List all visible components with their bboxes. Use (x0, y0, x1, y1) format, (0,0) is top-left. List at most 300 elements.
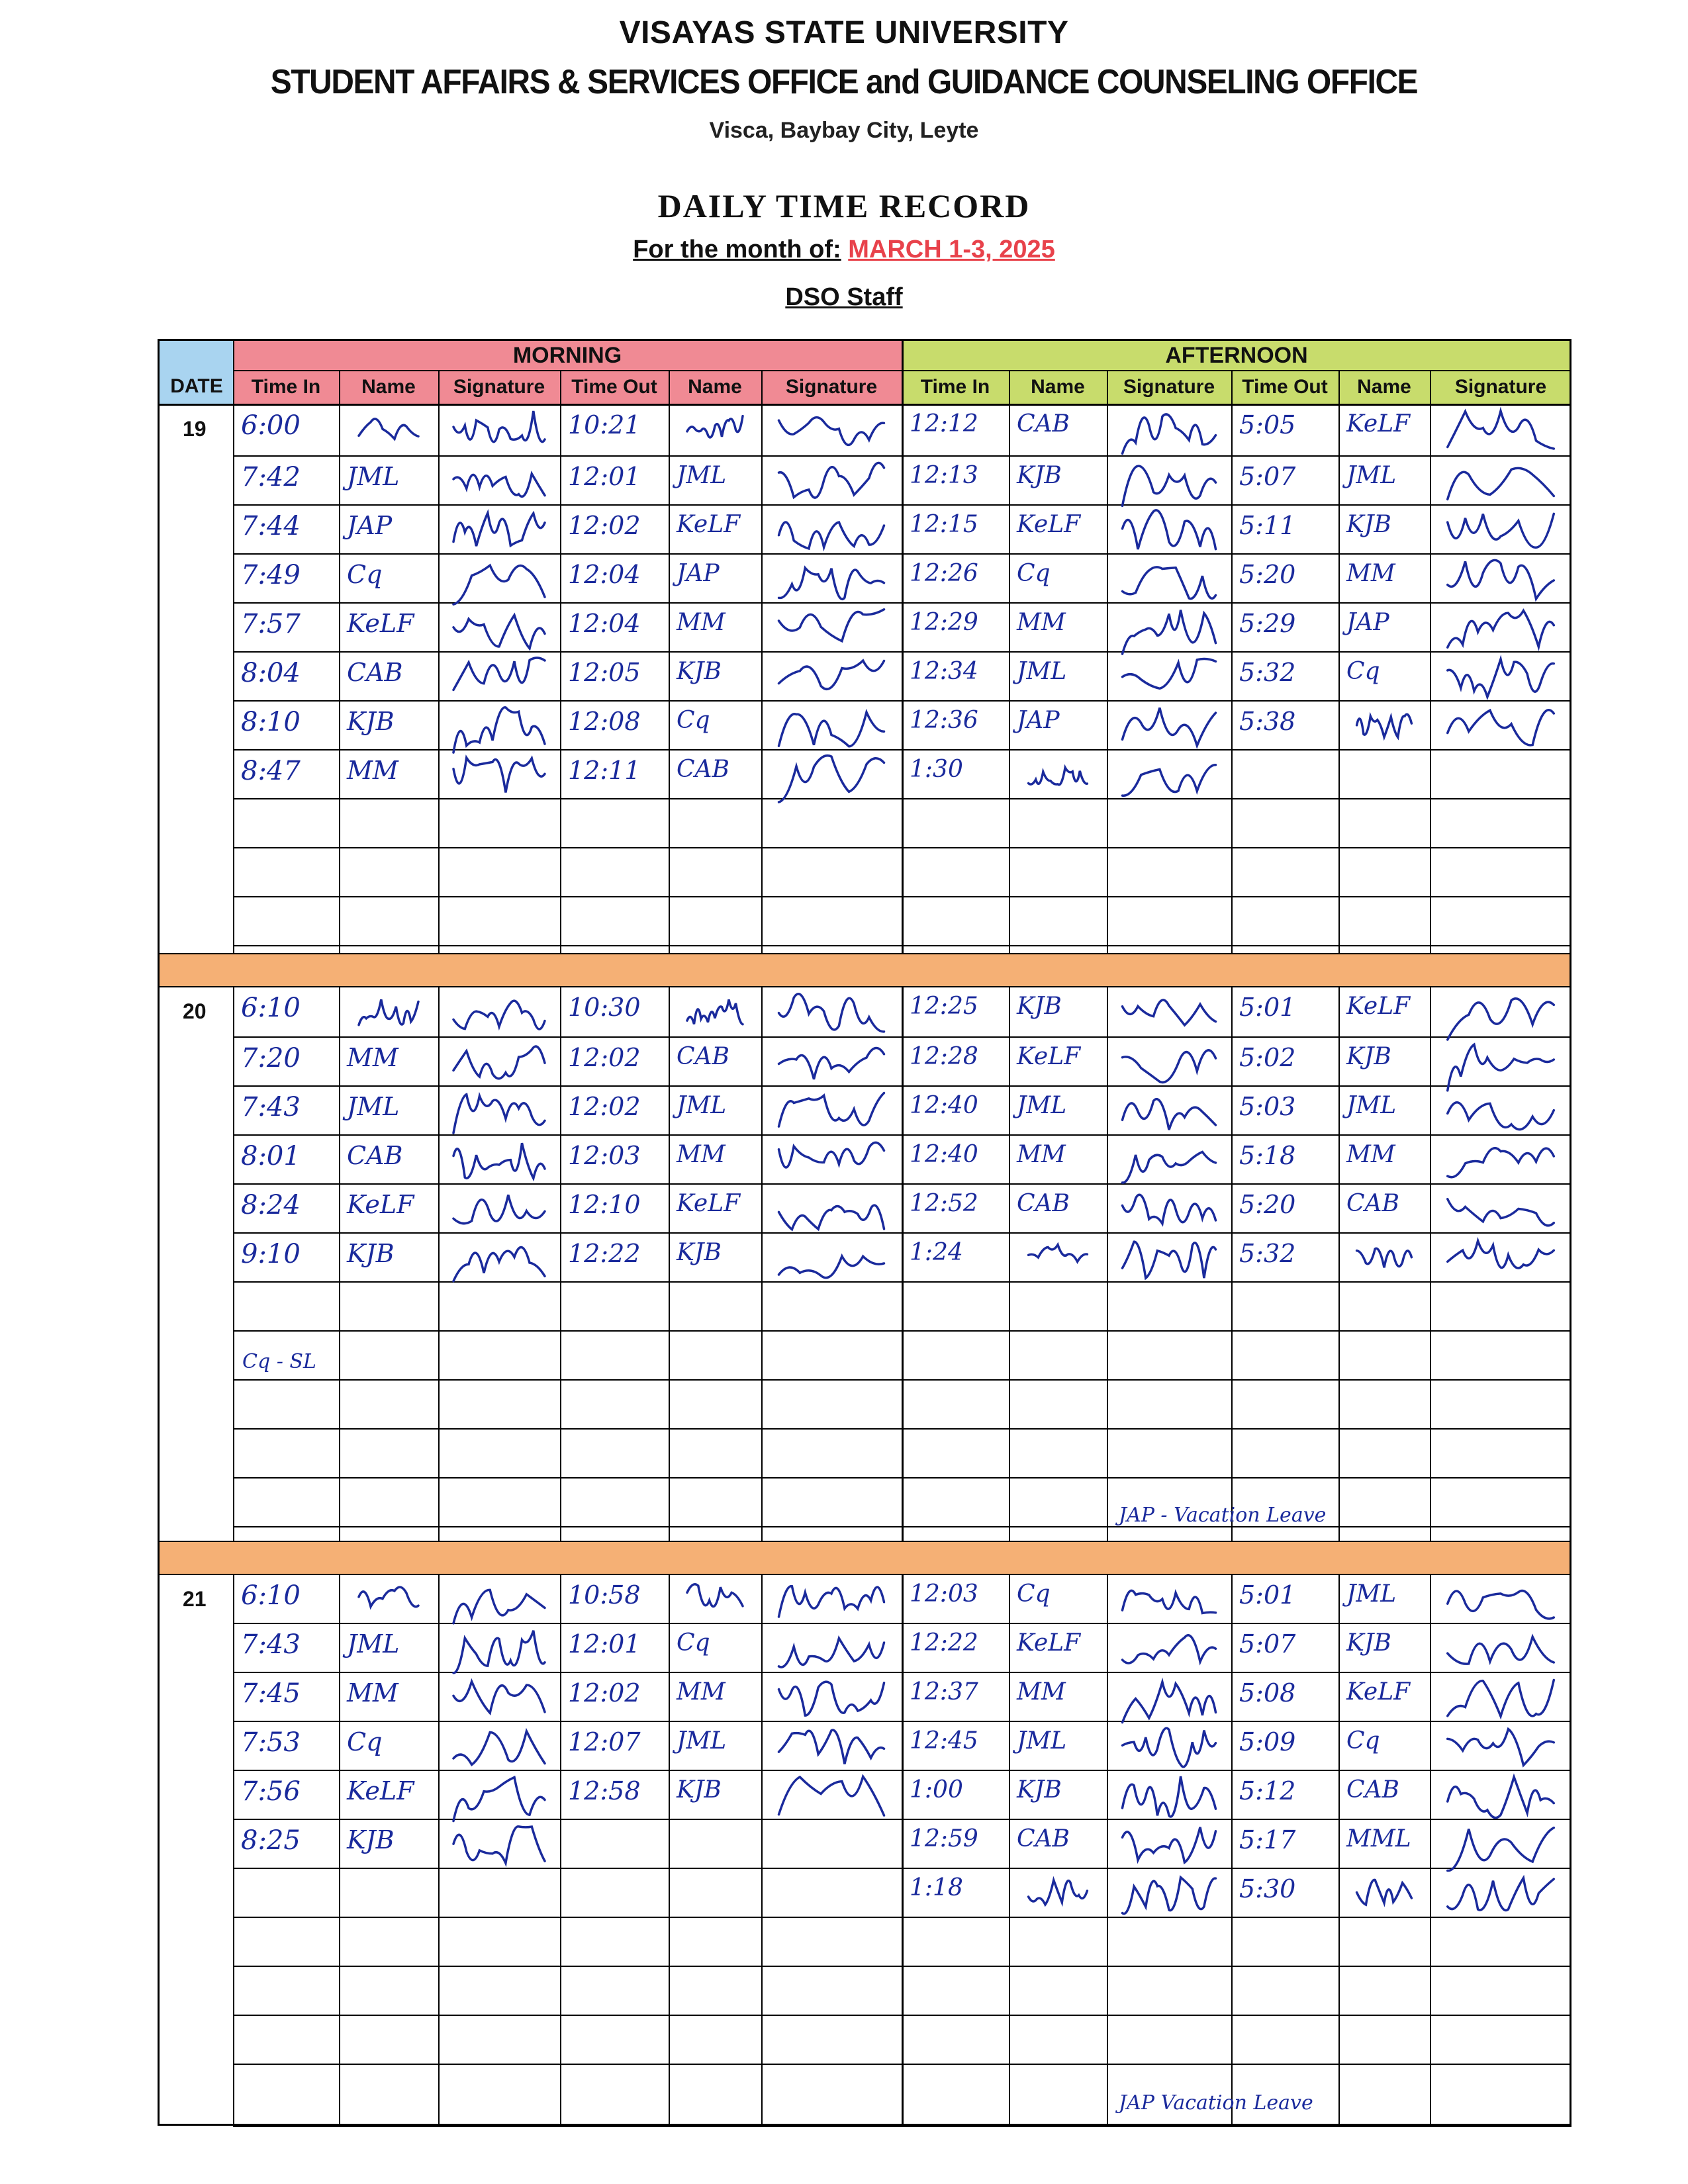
staff-initials: KJB (1017, 1776, 1062, 1803)
time-entry: 12:52 (910, 1190, 978, 1217)
signature-scribble (1448, 1591, 1554, 1619)
time-entry: 5:03 (1239, 1092, 1296, 1121)
signature-scribble (453, 1046, 545, 1079)
staff-initials: KJB (347, 1239, 395, 1268)
column-header-signature: Signature (1123, 376, 1215, 398)
time-entry: 5:20 (1239, 560, 1296, 589)
signature-scribble (1123, 1635, 1216, 1663)
signature-scribble (1123, 1195, 1216, 1224)
time-entry: 10:30 (568, 993, 641, 1022)
staff-initials: KeLF (1346, 410, 1411, 437)
morning-header: MORNING (512, 343, 622, 368)
column-line (339, 1574, 340, 2126)
time-entry: 5:18 (1239, 1141, 1296, 1170)
initials-scribble (1029, 1880, 1088, 1905)
separator-bottom-line (158, 986, 1571, 987)
signature-scribble (1448, 1103, 1554, 1130)
signature-scribble (1448, 468, 1554, 499)
signature-scribble (779, 1586, 884, 1617)
signature-scribble (453, 1195, 545, 1223)
staff-initials: MM (1346, 560, 1395, 587)
time-entry: 5:12 (1239, 1776, 1296, 1805)
signature-scribble (453, 758, 545, 793)
time-entry: 12:40 (910, 1092, 978, 1119)
time-entry: 12:37 (910, 1678, 978, 1706)
initials-scribble (687, 416, 743, 437)
column-header-name: Name (688, 376, 742, 398)
column-line (1430, 986, 1431, 1541)
column-line (1107, 986, 1108, 1541)
time-entry: 12:01 (568, 1629, 641, 1659)
column-line (1338, 986, 1340, 1541)
column-line (761, 1574, 763, 2126)
staff-initials: JML (677, 1727, 727, 1754)
initials-scribble (359, 419, 418, 439)
staff-initials: KJB (1346, 1043, 1391, 1070)
time-entry: 8:10 (241, 707, 301, 737)
column-header-time-in: Time In (251, 376, 321, 398)
staff-initials: JML (347, 1092, 400, 1121)
signature-scribble (1123, 1000, 1216, 1025)
staff-initials: JAP (1346, 609, 1389, 636)
afternoon-header: AFTERNOON (1165, 343, 1308, 368)
column-line (1430, 1574, 1431, 2126)
signature-scribble (779, 756, 884, 802)
staff-initials: JAP (677, 560, 720, 587)
staff-initials: KeLF (1017, 1043, 1081, 1070)
time-entry: 7:53 (241, 1727, 301, 1758)
signature-scribble (1123, 1099, 1216, 1130)
time-entry: 7:44 (241, 511, 301, 541)
staff-initials: KeLF (677, 1190, 741, 1217)
time-entry: 6:10 (241, 1580, 301, 1611)
time-entry: 5:05 (1239, 410, 1296, 439)
staff-initials: MM (347, 1678, 399, 1707)
time-entry: 12:13 (910, 462, 978, 489)
time-entry: 5:07 (1239, 462, 1296, 491)
column-header-name: Name (1031, 376, 1085, 398)
staff-initials: CAB (1017, 410, 1070, 437)
signature-scribble (453, 1001, 545, 1029)
staff-initials: Cq (677, 707, 710, 734)
month-line (0, 236, 1688, 264)
initials-scribble (687, 999, 743, 1024)
column-line (902, 1574, 904, 2126)
column-header-time-in: Time In (920, 376, 990, 398)
staff-initials: CAB (677, 1043, 729, 1070)
staff-initials: JML (347, 1629, 400, 1659)
signature-scribble (1123, 414, 1216, 453)
column-line (1338, 1574, 1340, 2126)
column-line (1231, 1574, 1233, 2126)
time-entry: 1:30 (910, 756, 963, 783)
time-entry: 8:24 (241, 1190, 301, 1220)
signature-scribble (453, 513, 545, 546)
time-entry: 12:02 (568, 511, 641, 540)
staff-initials: KeLF (347, 609, 414, 638)
staff-initials: Cq (1346, 658, 1380, 685)
staff-initials: CAB (1017, 1190, 1070, 1217)
signature-scribble (1123, 1682, 1216, 1723)
month-value: MARCH 1-3, 2025 (848, 236, 1055, 263)
signature-scribble (779, 994, 884, 1032)
initials-scribble (1357, 1880, 1412, 1905)
staff-initials: KeLF (1017, 1629, 1081, 1657)
time-entry: 5:08 (1239, 1678, 1296, 1707)
date-label: 20 (183, 999, 207, 1023)
time-entry: 5:29 (1239, 609, 1296, 638)
signature-scribble (1448, 659, 1554, 697)
signature-scribble (1123, 1152, 1216, 1183)
time-entry: 12:59 (910, 1825, 978, 1852)
column-line (560, 370, 561, 953)
signature-scribble (1448, 514, 1554, 547)
day-separator-band (160, 1541, 1570, 1574)
time-entry: 12:02 (568, 1678, 641, 1707)
staff-initials: KeLF (1346, 1678, 1411, 1706)
time-entry: 5:09 (1239, 1727, 1296, 1756)
initials-scribble (359, 1587, 418, 1607)
column-header-time-out: Time Out (571, 376, 657, 398)
staff-initials: JML (347, 462, 400, 491)
column-line (902, 339, 904, 953)
column-header-signature: Signature (453, 376, 545, 398)
staff-group: DSO Staff (785, 283, 903, 311)
time-entry: 12:40 (910, 1141, 978, 1168)
initials-scribble (1357, 714, 1412, 737)
signature-scribble (779, 568, 884, 599)
signature-scribble (1448, 1878, 1554, 1911)
signature-scribble (1123, 510, 1216, 549)
signature-scribble (1123, 708, 1216, 746)
column-line (669, 1574, 670, 2126)
time-entry: 12:11 (568, 756, 641, 785)
staff-initials: KJB (1346, 511, 1391, 538)
time-entry: 12:01 (568, 462, 641, 491)
signature-scribble (779, 1638, 884, 1667)
staff-initials: KJB (347, 707, 395, 736)
time-entry: 7:49 (241, 560, 301, 590)
time-entry: 8:01 (241, 1141, 301, 1171)
signature-scribble (779, 1205, 884, 1230)
signature-scribble (1448, 999, 1554, 1040)
signature-scribble (453, 658, 545, 690)
signature-scribble (1123, 1827, 1216, 1862)
signature-scribble (453, 1778, 545, 1821)
signature-scribble (453, 1631, 545, 1673)
office-name: STUDENT AFFAIRS & SERVICES OFFICE and GUIDANCE COUNSELING OFFICE (270, 63, 1418, 101)
time-entry: 9:10 (241, 1239, 301, 1269)
signature-scribble (1123, 1776, 1216, 1817)
time-entry: 12:29 (910, 609, 978, 636)
leave-note: JAP - Vacation Leave (1119, 1504, 1327, 1527)
time-entry: 5:32 (1239, 658, 1296, 687)
signature-scribble (779, 463, 884, 498)
signature-scribble (453, 565, 545, 604)
staff-initials: KJB (1017, 993, 1062, 1020)
signature-scribble (453, 1248, 545, 1281)
staff-initials: Cq (347, 1727, 383, 1756)
time-entry: 5:02 (1239, 1043, 1296, 1072)
staff-initials: KeLF (1346, 993, 1411, 1020)
time-entry: 10:21 (568, 410, 641, 439)
time-entry: 12:05 (568, 658, 641, 687)
time-entry: 5:01 (1239, 993, 1296, 1022)
column-line (1107, 1574, 1108, 2126)
signature-scribble (1448, 1828, 1554, 1871)
university-name: VISAYAS STATE UNIVERSITY (619, 15, 1069, 50)
staff-initials: JML (1017, 658, 1067, 685)
signature-scribble (1448, 1777, 1554, 1818)
staff-initials: JML (1017, 1092, 1067, 1119)
column-line (1009, 370, 1010, 953)
separator-top-line (158, 953, 1571, 954)
staff-initials: MM (1017, 1678, 1066, 1706)
initials-scribble (687, 1584, 743, 1607)
time-entry: 12:28 (910, 1043, 978, 1070)
time-entry: 7:57 (241, 609, 301, 639)
signature-scribble (453, 1590, 545, 1623)
signature-scribble (453, 1095, 545, 1133)
initials-scribble (1029, 768, 1088, 785)
staff-initials: MM (677, 1141, 726, 1168)
separator-bottom-line (158, 1574, 1571, 1575)
time-entry: 7:20 (241, 1043, 301, 1073)
staff-initials: KeLF (347, 1776, 414, 1805)
staff-initials: CAB (1017, 1825, 1070, 1852)
signature-scribble (1123, 1050, 1216, 1083)
time-entry: 12:25 (910, 993, 978, 1020)
signature-scribble (1123, 466, 1216, 506)
signature-scribble (453, 615, 545, 649)
staff-initials: KeLF (677, 511, 741, 538)
staff-initials: CAB (1346, 1776, 1399, 1803)
signature-scribble (1123, 1728, 1216, 1766)
staff-initials: CAB (677, 756, 729, 783)
time-entry: 7:43 (241, 1092, 301, 1122)
staff-initials: MM (677, 1678, 726, 1706)
staff-initials: KeLF (1017, 511, 1081, 538)
time-entry: 12:26 (910, 560, 978, 587)
staff-initials: MM (1017, 609, 1066, 636)
signature-scribble (1448, 1680, 1554, 1716)
signature-scribble (453, 1682, 545, 1713)
staff-initials: Cq (677, 1629, 710, 1657)
column-line (1009, 1574, 1010, 2126)
time-entry: 12:03 (910, 1580, 978, 1608)
staff-initials: CAB (347, 1141, 403, 1170)
column-line (761, 370, 763, 953)
column-line (669, 370, 670, 953)
signature-scribble (779, 1048, 884, 1079)
staff-initials: KJB (677, 1239, 722, 1266)
time-entry: 1:18 (910, 1874, 963, 1901)
column-line (1338, 370, 1340, 953)
column-line (1231, 986, 1233, 1541)
column-line (233, 339, 234, 953)
column-line (560, 986, 561, 1541)
staff-initials: JML (1346, 462, 1397, 489)
column-line (1107, 370, 1108, 953)
signature-scribble (453, 1143, 545, 1178)
leave-note: Cq - SL (242, 1350, 316, 1373)
signature-scribble (1448, 1729, 1554, 1766)
signature-scribble (779, 1776, 884, 1815)
staff-initials: CAB (347, 658, 403, 687)
column-line (438, 986, 440, 1541)
staff-initials: MM (347, 756, 399, 785)
time-entry: 7:56 (241, 1776, 301, 1807)
signature-scribble (1448, 1241, 1554, 1268)
time-entry: 5:38 (1239, 707, 1296, 736)
signature-scribble (1448, 1044, 1554, 1091)
time-entry: 5:07 (1239, 1629, 1296, 1659)
signature-scribble (1448, 560, 1554, 599)
signature-scribble (779, 1093, 884, 1127)
signature-scribble (1123, 567, 1216, 599)
column-line (1430, 370, 1431, 953)
time-entry: 12:07 (568, 1727, 641, 1756)
initials-scribble (359, 999, 418, 1025)
column-line (1009, 986, 1010, 1541)
signature-scribble (779, 1730, 884, 1764)
signature-scribble (779, 712, 884, 747)
initials-scribble (1357, 1248, 1412, 1267)
time-entry: 12:08 (568, 707, 641, 736)
column-line (669, 986, 670, 1541)
staff-initials: Cq (1017, 560, 1051, 587)
time-entry: 12:04 (568, 560, 641, 589)
date-label: 19 (183, 417, 207, 441)
signature-scribble (453, 411, 545, 442)
signature-scribble (779, 660, 884, 689)
signature-scribble (1448, 1637, 1554, 1664)
time-entry: 12:15 (910, 511, 978, 538)
month-label: For the month of: (633, 236, 841, 263)
signature-scribble (453, 1827, 545, 1863)
signature-scribble (453, 1731, 545, 1765)
column-line (233, 1574, 234, 2126)
time-entry: 12:12 (910, 410, 978, 437)
staff-initials: MML (1346, 1825, 1411, 1852)
column-line (339, 986, 340, 1541)
separator-top-line (158, 1541, 1571, 1542)
staff-initials: MM (677, 609, 726, 636)
staff-initials: JML (677, 462, 727, 489)
column-line (339, 370, 340, 953)
time-entry: 12:45 (910, 1727, 978, 1754)
time-entry: 12:34 (910, 658, 978, 685)
time-entry: 12:03 (568, 1141, 641, 1170)
time-entry: 12:36 (910, 707, 978, 734)
signature-scribble (1448, 411, 1554, 449)
time-entry: 12:58 (568, 1776, 641, 1805)
time-entry: 8:25 (241, 1825, 301, 1856)
time-entry: 5:32 (1239, 1239, 1296, 1268)
staff-initials: JML (1346, 1092, 1397, 1119)
column-line (761, 986, 763, 1541)
column-line (1231, 370, 1233, 953)
header-bottom-line (158, 404, 1571, 406)
column-header-name: Name (1357, 376, 1411, 398)
date-label: 21 (183, 1587, 207, 1611)
signature-scribble (779, 1256, 884, 1278)
day-separator-band (160, 953, 1570, 986)
staff-initials: MM (1346, 1141, 1395, 1168)
time-entry: 7:42 (241, 462, 301, 492)
signature-scribble (1123, 1590, 1216, 1613)
signature-scribble (779, 610, 884, 641)
column-header-signature: Signature (785, 376, 878, 398)
signature-scribble (1448, 1148, 1554, 1177)
signature-scribble (453, 474, 545, 496)
time-entry: 6:00 (241, 410, 301, 441)
signature-scribble (779, 418, 884, 445)
time-entry: 6:10 (241, 993, 301, 1023)
column-line (902, 986, 904, 1541)
staff-initials: JML (1017, 1727, 1067, 1754)
time-entry: 5:30 (1239, 1874, 1296, 1903)
signature-scribble (1123, 765, 1216, 796)
column-header-time-out: Time Out (1242, 376, 1328, 398)
column-header-name: Name (361, 376, 416, 398)
signature-scribble (779, 522, 884, 549)
leave-note: JAP Vacation Leave (1119, 2091, 1313, 2115)
time-entry: 10:58 (568, 1580, 641, 1610)
time-entry: 1:24 (910, 1239, 963, 1266)
date-column-header: DATE (170, 375, 223, 397)
staff-initials: KJB (1346, 1629, 1391, 1657)
signature-scribble (1123, 659, 1216, 689)
column-line (233, 986, 234, 1541)
staff-initials: KJB (677, 1776, 722, 1803)
signature-scribble (1448, 611, 1554, 648)
time-entry: 8:47 (241, 756, 301, 786)
time-entry: 1:00 (910, 1776, 963, 1803)
time-entry: 7:43 (241, 1629, 301, 1660)
staff-initials: Cq (347, 560, 383, 589)
time-entry: 5:20 (1239, 1190, 1296, 1219)
column-line (438, 370, 440, 953)
signature-scribble (1123, 1242, 1216, 1278)
office-address: Visca, Baybay City, Leyte (709, 118, 979, 143)
signature-scribble (779, 1682, 884, 1715)
signature-scribble (779, 1142, 884, 1167)
signature-scribble (1123, 1878, 1216, 1914)
signature-scribble (453, 707, 545, 752)
staff-initials: JML (677, 1092, 727, 1119)
staff-initials: MM (347, 1043, 399, 1072)
staff-initials: JML (1346, 1580, 1397, 1608)
staff-initials: CAB (1346, 1190, 1399, 1217)
staff-initials: Cq (1346, 1727, 1380, 1754)
staff-initials: KJB (1017, 462, 1062, 489)
time-entry: 12:22 (568, 1239, 641, 1268)
column-line (438, 1574, 440, 2126)
row-line (233, 2126, 1571, 2127)
time-entry: 5:11 (1239, 511, 1296, 540)
time-entry: 12:02 (568, 1043, 641, 1072)
column-line (560, 1574, 561, 2126)
time-entry: 8:04 (241, 658, 301, 688)
time-entry: 12:22 (910, 1629, 978, 1657)
staff-initials: KeLF (347, 1190, 414, 1219)
signature-scribble (1448, 1199, 1554, 1226)
column-header-signature: Signature (1454, 376, 1547, 398)
staff-initials: Cq (1017, 1580, 1051, 1608)
signature-scribble (1448, 710, 1554, 745)
time-entry: 12:10 (568, 1190, 641, 1219)
